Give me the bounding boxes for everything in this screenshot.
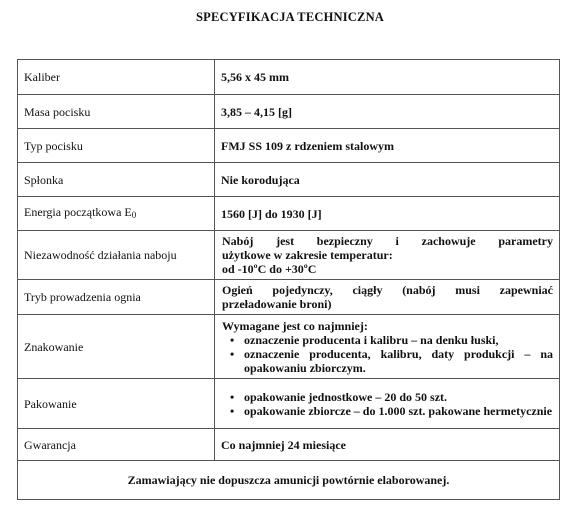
row-value: Nie korodująca: [215, 163, 560, 197]
row-label: Spłonka: [18, 163, 215, 197]
table-row: [18, 163, 560, 197]
row-label: Typ pocisku: [18, 129, 215, 163]
label-subscript: 0: [131, 210, 137, 220]
table-row: [18, 60, 560, 95]
value-line: od -10ºC do +30ºC: [222, 262, 317, 276]
value-line: przeładowanie broni): [222, 297, 332, 311]
list-item: • opakowanie zbiorcze – do 1.000 szt. pakowane hermetycznie: [234, 404, 553, 418]
table-row: [18, 429, 560, 461]
row-label: Tryb prowadzenia ognia: [18, 280, 215, 315]
row-value: [215, 280, 560, 315]
bullet-list: [222, 333, 553, 375]
row-label: Znakowanie: [18, 315, 215, 379]
table-row: [18, 280, 560, 315]
row-value: [215, 379, 560, 429]
footer-row: [18, 461, 560, 500]
value-line: Ogień pojedynczy, ciągły (nabój musi zapewniać: [222, 283, 553, 297]
table-row: [18, 231, 560, 280]
row-label: Gwarancja: [18, 429, 215, 461]
list-item: • opakowanie jednostkowe – 20 do 50 szt.: [234, 390, 553, 404]
spec-table: [17, 59, 560, 500]
table-row: [18, 129, 560, 163]
row-label: Kaliber: [18, 60, 215, 95]
value-line: użytkowe w zakresie temperatur:: [222, 248, 393, 262]
row-value: FMJ SS 109 z rdzeniem stalowym: [215, 129, 560, 163]
row-value: Co najmniej 24 miesiące: [215, 429, 560, 461]
bullet-list: [222, 390, 553, 418]
row-value: 5,56 x 45 mm: [215, 60, 560, 95]
row-value: 1560 [J] do 1930 [J]: [215, 197, 560, 231]
row-label: Pakowanie: [18, 379, 215, 429]
row-value: [215, 231, 560, 280]
row-value: 3,85 – 4,15 [g]: [215, 95, 560, 129]
footer-note: Zamawiający nie dopuszcza amunicji powtórnie elaborowanej.: [18, 461, 560, 500]
label-text: Energia początkowa E: [24, 205, 132, 219]
table-row: [18, 95, 560, 129]
row-label: Niezawodność działania naboju: [18, 231, 215, 280]
list-item: • oznaczenie producenta i kalibru – na denku łuski,: [234, 333, 553, 347]
value-line: Nabój jest bezpieczny i zachowuje parametry: [222, 234, 553, 248]
row-label: Masa pocisku: [18, 95, 215, 129]
table-row: [18, 197, 560, 231]
row-label: [18, 197, 215, 231]
row-value: [215, 315, 560, 379]
table-row: [18, 315, 560, 379]
value-intro: Wymagane jest co najmniej:: [222, 318, 368, 333]
list-item: • oznaczenie producenta, kalibru, daty produkcji – na opakowaniu zbiorczym.: [234, 347, 553, 375]
table-row: [18, 379, 560, 429]
document-title: SPECYFIKACJA TECHNICZNA: [195, 10, 385, 24]
